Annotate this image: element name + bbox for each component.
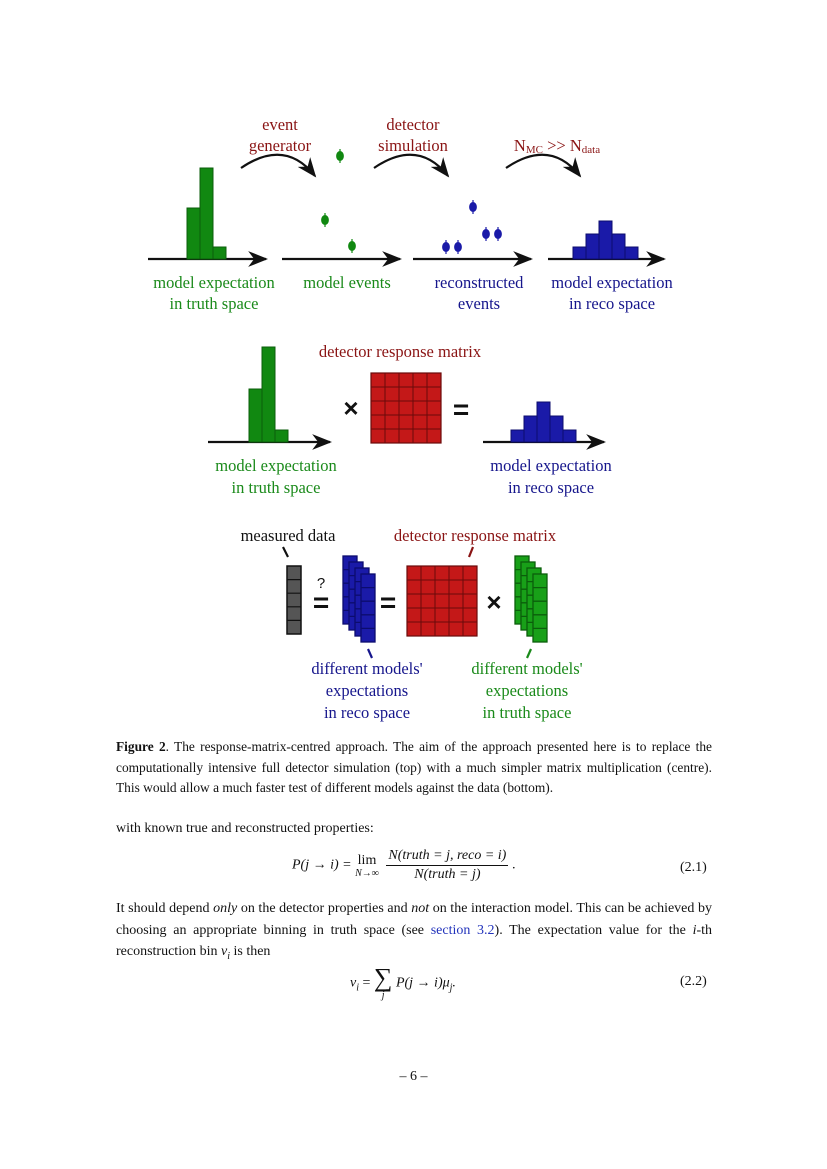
bottom-truth-label-2: expectations — [485, 681, 569, 700]
question-mark: ? — [316, 575, 326, 592]
top-reco-label-1: model expectation — [551, 273, 673, 292]
reco-model-columns — [343, 556, 375, 642]
measured-data-label: measured data — [240, 526, 336, 545]
generator-label-2: generator — [248, 136, 312, 155]
eq2-sum: ∑ j — [373, 963, 393, 1001]
statistics-label: NMC >> Ndata — [513, 136, 601, 156]
equation-2-2: $\nu_i$ = ∑ j $P(j \to i)\mu_j$. — [350, 963, 456, 1001]
top-truth-label-1: model expectation — [153, 273, 275, 292]
bottom-reco-label-3: in reco space — [323, 703, 411, 722]
equation-2-1: P(j → i) = lim N→∞ $\frac{\text{N(truth = j, reco = i)}}{\text{N(truth = j)}}$ . — [292, 848, 516, 882]
mid-reco-histogram — [511, 402, 576, 442]
generator-label-1: event — [262, 115, 298, 134]
eq1-fraction: $\frac{\text{N(truth = j, reco = i)}}{\text{N(truth = j)}}$ — [388, 848, 507, 882]
mid-truth-label-2: in truth space — [231, 478, 321, 497]
simulation-label-2: simulation — [378, 136, 448, 155]
eq1-limit: lim N→∞ — [355, 852, 379, 879]
caption-label: Figure 2 — [116, 739, 166, 754]
bottom-times-sign: × — [486, 587, 502, 617]
reco-event-markers — [443, 200, 502, 254]
equation-number-2-2: (2.2) — [680, 974, 707, 989]
bottom-response-matrix — [407, 566, 477, 636]
mid-reco-label-1: model expectation — [490, 456, 612, 475]
section-link[interactable]: section 3.2 — [430, 922, 495, 938]
bottom-matrix-title: detector response matrix — [393, 526, 557, 545]
model-event-markers — [322, 149, 356, 253]
measured-pointer — [283, 547, 288, 557]
mid-times-sign: × — [343, 393, 359, 423]
mid-truth-histogram — [249, 347, 288, 442]
truth-pointer — [527, 649, 531, 658]
bottom-reco-label-1: different models' — [311, 659, 423, 678]
bottom-equals-2: = — [379, 587, 397, 618]
top-reco-events-label-2: events — [457, 294, 501, 313]
top-events-label: model events — [303, 273, 391, 292]
mid-response-matrix — [371, 373, 441, 443]
reco-histogram — [573, 221, 638, 259]
bottom-truth-label-3: in truth space — [482, 703, 572, 722]
mid-equals-sign: = — [452, 394, 470, 425]
generator-arrow — [241, 155, 315, 176]
top-truth-label-2: in truth space — [169, 294, 259, 313]
truth-model-columns — [515, 556, 547, 642]
matrix-pointer — [469, 547, 473, 557]
equation-number-2-1: (2.1) — [680, 860, 707, 875]
statistics-arrow — [506, 155, 580, 176]
top-reco-label-2: in reco space — [568, 294, 656, 313]
top-reco-events-label-1: reconstructed — [434, 273, 524, 292]
reco-pointer — [368, 649, 372, 658]
mid-matrix-title: detector response matrix — [318, 342, 482, 361]
simulation-label-1: detector — [386, 115, 440, 134]
bottom-reco-label-2: expectations — [325, 681, 409, 700]
mid-reco-label-2: in reco space — [507, 478, 595, 497]
eq1-lhs: P(j → i) = — [292, 857, 352, 873]
bottom-truth-label-1: different models' — [471, 659, 583, 678]
truth-histogram — [187, 168, 226, 259]
figure-caption — [116, 737, 712, 799]
measured-data-column — [287, 566, 301, 634]
simulation-arrow — [374, 155, 448, 176]
caption-text: . The response-matrix-centred approach. The aim of the approach presented here is to replace the computationally intensive full detector simulation (top) with a much simpler matrix multiplication (centre). This would allow a much faster test of different models against the data (bottom). — [116, 739, 713, 795]
mid-truth-label-1: model expectation — [215, 456, 337, 475]
body-paragraph-2: It should depend only on the detector properties and not on the interaction model. This can be achieved by choosing an appropriate binning in truth space (see section 3.2). The expectation value for the i-th reconstruction bin $\nu_i$ is then — [116, 901, 713, 962]
body-paragraph-1: with known true and reconstructed properties: — [116, 821, 374, 836]
page-number: – 6 – — [399, 1069, 428, 1084]
bottom-equals-1: = — [312, 587, 330, 618]
